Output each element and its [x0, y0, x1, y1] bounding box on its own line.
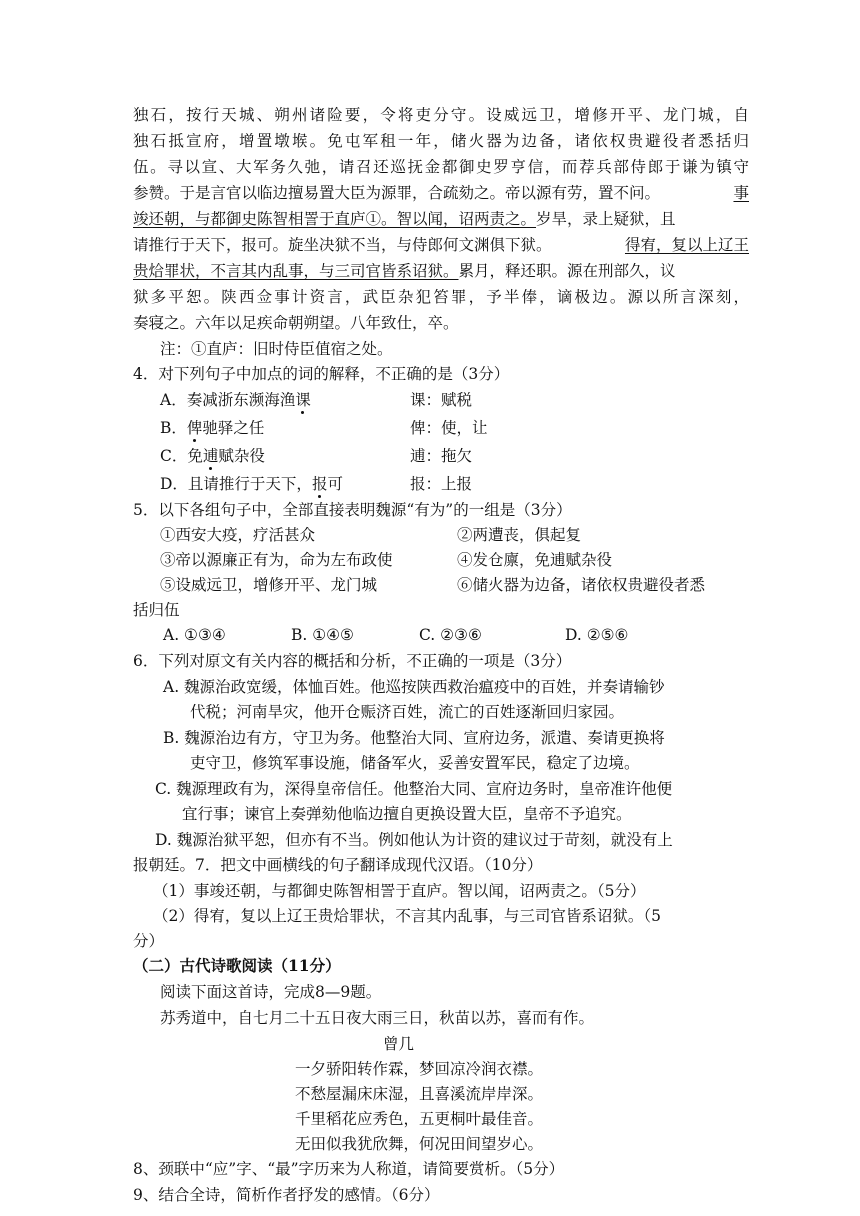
q5-item-6: ⑥储火器为边备，诸依权贵避役者悉: [457, 576, 706, 594]
q5-item-5: ⑤设威远卫，增修开平、龙门城: [160, 576, 378, 594]
underlined-sentence-2-start: 得宥，复以上辽王: [624, 236, 749, 254]
passage-text: 岁旱，录上疑狱，且: [536, 210, 676, 228]
q4-option-d: [160, 473, 472, 495]
dotted-word: 俾: [186, 419, 203, 437]
q6-option-a-line1: A. 魏源治政宽缓，体恤百姓。他巡按陕西救治瘟疫中的百姓，并奏请输钞: [163, 678, 665, 696]
q5-choice-c: C. ②③⑥: [419, 626, 482, 644]
dotted-word: 课: [295, 391, 311, 409]
q6-option-b-line2: 吏守卫，修筑军事设施，储备军火，妥善安置军民，稳定了边境。: [190, 754, 640, 772]
poem-verse-3: 千里稻花应秀色，五更桐叶最佳音。: [295, 1110, 544, 1128]
passage-line-1: 独石，按行天城、朔州诸险要，令将吏分守。设威远卫，增修开平、龙门城，自: [133, 106, 749, 124]
q5-choice-b: B. ①④⑤: [291, 626, 354, 644]
passage-line-3: 伍。寻以宣、大军务久弛，请召还巡抚金都御史罗亨信，而荐兵部侍郎于谦为镇守: [133, 158, 749, 176]
passage-line-5: [133, 208, 749, 230]
q6-option-c-line1: C. 魏源理政有为，深得皇帝信任。他整治大同、宣府边务时，皇帝准许他便: [155, 780, 673, 798]
passage-text: 参赞。于是言官以临边擅易置大臣为源罪，合疏劾之。帝以源有劳，置不问。: [133, 184, 661, 202]
passage-line-7: [133, 260, 749, 282]
q5-row-2: [160, 549, 612, 571]
q5-item-4: ④发仓廪，免逋赋杂役: [457, 551, 613, 569]
section-heading-poetry: （二）古代诗歌阅读（11分）: [133, 956, 341, 975]
option-text: B．: [160, 419, 187, 437]
q7-sentence-1: （1）事竣还朝，与都御史陈智相詈于直庐。智以闻，诏两责之。（5分）: [153, 882, 646, 900]
q6-stem: 6．下列对原文有关内容的概括和分析，不正确的一项是（3分）: [133, 652, 572, 670]
option-text: 赋杂役: [218, 447, 265, 465]
poem-verse-1: 一夕骄阳转作霖，梦回凉冷润衣襟。: [295, 1060, 544, 1078]
underlined-sentence-2: 贵烚罪状，不言其内乱事，与三司官皆系诏狱。: [133, 262, 459, 280]
q5-item-2: ②两遭丧，俱起复: [457, 526, 582, 544]
q5-item-1: ①西安大疫，疗活甚众: [160, 526, 316, 544]
q5-choice-a: A. ①③④: [163, 626, 226, 644]
dotted-word: 报: [311, 475, 328, 493]
option-text: C．免: [160, 447, 203, 465]
poetry-intro: 阅读下面这首诗，完成8—9题。: [160, 983, 382, 1001]
poem-verse-4: 无田似我犹欣舞，何况田间望岁心。: [295, 1135, 544, 1153]
passage-line-9: 奏寝之。六年以足疾命朝朔望。八年致仕，卒。: [133, 314, 459, 332]
q4-option-a: [160, 389, 472, 411]
passage-line-6: [133, 234, 749, 256]
q4-option-b: [160, 417, 488, 439]
passage-line-4: [133, 182, 749, 204]
option-gloss: 报：上报: [410, 475, 473, 493]
q5-choices: [163, 624, 628, 646]
option-gloss: 课：赋税: [410, 391, 473, 409]
option-gloss: 逋：拖欠: [410, 447, 473, 465]
q6-option-d-line2-q7-stem: 报朝廷。7．把文中画横线的句子翻译成现代汉语。（10分）: [133, 856, 543, 874]
q6-option-a-line2: 代税；河南旱灾，他开仓赈济百姓，流亡的百姓逐渐回归家园。: [190, 703, 625, 721]
q4-stem: 4．对下列句子中加点的词的解释，不正确的是（3分）: [133, 365, 510, 383]
passage-text: 请推行于天下，报可。旋坐决狱不当，与侍郎何文渊俱下狱。: [133, 236, 552, 254]
q6-option-d-line1: D. 魏源治狱平恕，但亦有不当。例如他认为计资的建议过于苛刻，就没有上: [155, 831, 673, 849]
poem-author: 曾几: [383, 1035, 415, 1053]
q5-row-3: [160, 574, 705, 596]
passage-line-8: 狱多平恕。陕西佥事计资言，武臣杂犯笞罪，予半俸，谪极边。源以所言深刻，: [133, 288, 749, 306]
q5-row-1: [160, 524, 581, 546]
q9: 9、结合全诗，简析作者抒发的感情。（6分）: [133, 1186, 440, 1204]
option-text: 可: [327, 475, 343, 493]
option-text: 驰驿之任: [202, 419, 265, 437]
q4-option-c: [160, 445, 472, 467]
q8: 8、颈联中“应”字、“最”字历来为人称道，请简要赏析。（5分）: [133, 1160, 565, 1178]
q6-option-b-line1: B. 魏源治边有方，守卫为务。他整治大同、宣府边务，派遣、奏请更换将: [163, 729, 665, 747]
q5-item-6-cont: 括归伍: [133, 601, 180, 619]
passage-line-2: 独石抵宣府，增置墩堠。免屯军租一年，储火器为边备，诸依权贵避役者悉括归: [133, 132, 749, 150]
passage-text: 累月，释还职。源在刑部久，议: [458, 262, 676, 280]
q6-option-c-line2: 宜行事；谏官上奏弹劾他临边擅自更换设置大臣，皇帝不予追究。: [182, 805, 632, 823]
q5-stem: 5．以下各组句子中，全部直接表明魏源“有为”的一组是（3分）: [133, 501, 572, 519]
dotted-word: 逋: [202, 447, 219, 465]
q5-item-3: ③帝以源廉正有为，命为左布政使: [160, 551, 393, 569]
underlined-sentence-1: 竣还朝，与都御史陈智相詈于直庐①。智以闻，诏两责之。: [133, 210, 537, 228]
underlined-sentence-1-start: 事: [733, 184, 749, 202]
option-text: D．且请推行于天下，: [160, 475, 312, 493]
option-text: A．奏减浙东濒海渔: [160, 391, 296, 409]
poem-verse-2: 不愁屋漏床床湿，且喜溪流岸岸深。: [295, 1085, 544, 1103]
option-gloss: 俾：使，让: [410, 419, 488, 437]
poem-title: 苏秀道中，自七月二十五日夜大雨三日，秋苗以苏，喜而有作。: [160, 1009, 595, 1027]
passage-note: 注：①直庐：旧时侍臣值宿之处。: [160, 340, 393, 358]
q7-sentence-2: （2）得宥，复以上辽王贵烚罪状，不言其内乱事，与三司官皆系诏狱。（5: [153, 907, 661, 925]
q7-sentence-2-cont: 分）: [133, 932, 165, 950]
q5-choice-d: D. ②⑤⑥: [565, 626, 629, 644]
